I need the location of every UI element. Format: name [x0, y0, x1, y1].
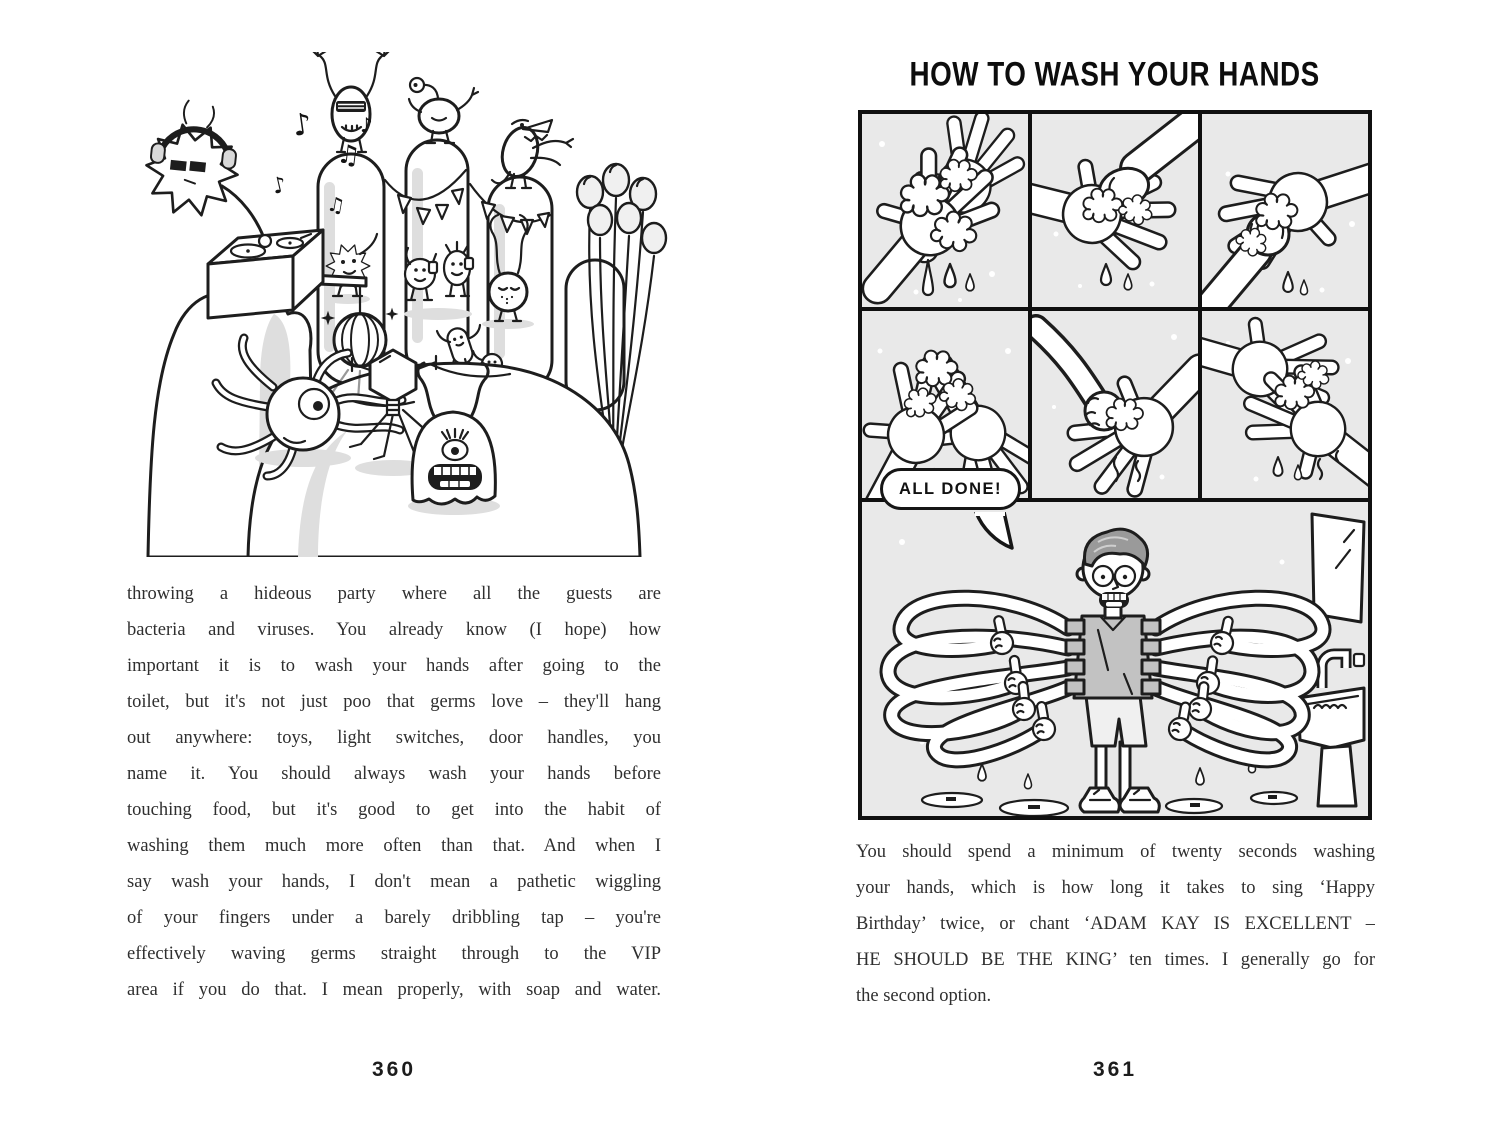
panel-wash-thumb: [1202, 114, 1368, 307]
panel-rub-palms: [862, 114, 1028, 307]
text-line: You should spend a minimum of twenty seconds washing: [856, 842, 1375, 862]
svg-text:♪: ♪: [290, 106, 315, 144]
text-line: effectively waving germs straight through to the VIP: [127, 944, 661, 964]
right-paragraph: [856, 834, 1375, 1014]
text-line: touching food, but it's good to get into the habit of: [127, 800, 661, 820]
handwashing-comic: [858, 110, 1372, 820]
text-line: Birthday’ twice, or chant ‘ADAM KAY IS EXCELLENT –: [856, 914, 1375, 934]
panel-all-done: [862, 502, 1368, 816]
svg-text:♫: ♫: [335, 139, 362, 172]
text-line: the second option.: [856, 986, 992, 1006]
dj-germ: [142, 97, 271, 247]
text-line: throwing a hideous party where all the guests are: [127, 584, 661, 604]
text-line: name it. You should always wash your hands before: [127, 764, 661, 784]
text-line: washing them much more often than that. And when I: [127, 836, 661, 856]
text-line: bacteria and viruses. You already know (I hope) how: [127, 620, 661, 640]
text-line: say wash your hands, I don't mean a pathetic wiggling: [127, 872, 661, 892]
left-paragraph: [127, 576, 661, 1008]
boy: [1066, 529, 1160, 812]
text-line: of your fingers under a barely dribbling tap – you're: [127, 908, 661, 928]
shutter-shades-germ: [312, 52, 390, 152]
text-line: important it is to wash your hands after going to the: [127, 656, 661, 676]
text-line: out anywhere: toys, light switches, door handles, you: [127, 728, 661, 748]
text-line: area if you do that. I mean properly, with soap and water.: [127, 980, 661, 1000]
svg-text:♪: ♪: [360, 113, 373, 137]
page-number-left: 360: [371, 1058, 417, 1081]
speech-bubble: ALL DONE!: [880, 468, 1021, 510]
text-line: your hands, which is how long it takes to sing ‘Happy: [856, 878, 1375, 898]
mirror: [1312, 514, 1364, 622]
chapter-title: HOW TO WASH YOUR HANDS: [909, 56, 1321, 94]
eye-stalk-germ: [409, 78, 478, 143]
germ-party-illustration: [108, 52, 678, 564]
panel-fingertips: [1202, 311, 1368, 498]
text-line: HE SHOULD BE THE KING’ ten times. I generally go for: [856, 950, 1375, 970]
page-number-right: 361: [1092, 1058, 1138, 1081]
svg-text:♪: ♪: [269, 172, 290, 200]
panel-back-of-hand: [1032, 114, 1198, 307]
svg-text:♫: ♫: [325, 191, 347, 219]
toothy-germ: [492, 120, 573, 188]
panel-scrub-knuckles: [1032, 311, 1198, 498]
text-line: toilet, but it's not just poo that germs love – they'll hang: [127, 692, 661, 712]
speech-bubble-tail: [970, 512, 1016, 554]
